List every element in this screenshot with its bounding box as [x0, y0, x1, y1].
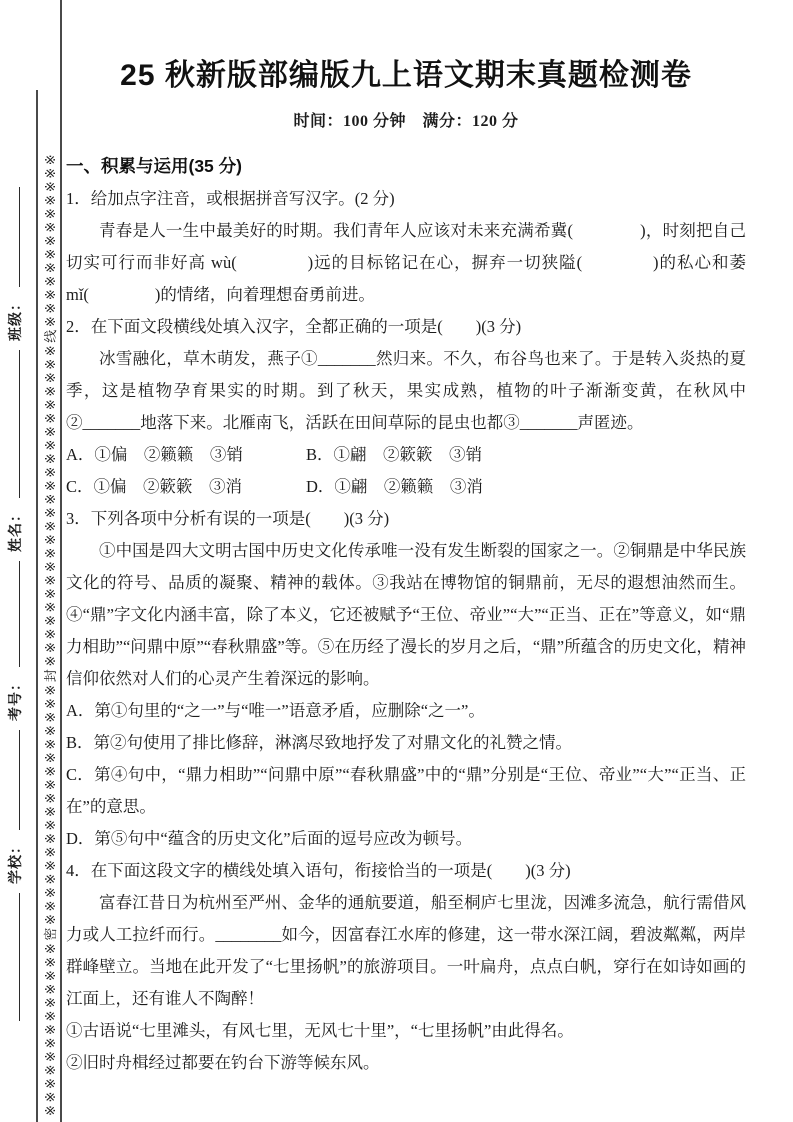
- question-1-stem: 1．给加点字注音，或根据拼音写汉字。(2 分): [66, 189, 395, 208]
- question-3-passage: ①中国是四大文明古国中历史文化传承唯一没有发生断裂的国家之一。②铜鼎是中华民族文化的符号、品质的凝聚、精神的载体。③我站在博物馆的铜鼎前，无尽的遐想油然而生。④“鼎”字文化内涵丰富，除了本义，它还被赋予“王位、帝业”“大”“正当、正在”等意义，如“鼎力相助”“问鼎中原”“春秋鼎盛”等。⑤在历经了漫长的岁月之后，“鼎”所蕴含的历史文化，精神信仰依然对人们的心灵产生着深远的影响。: [66, 541, 746, 688]
- exam-time-score: 时间：100 分钟 满分：120 分: [293, 113, 519, 130]
- option-d: D．①翩 ②籁籁 ③消: [306, 477, 483, 496]
- fill-in-line: [5, 730, 20, 830]
- section-1-heading: 一、积累与运用(35 分): [66, 156, 242, 176]
- option-b: B．第②句使用了排比修辞，淋漓尽致地抒发了对鼎文化的礼赞之情。: [66, 733, 573, 752]
- name-label: 姓名：: [9, 507, 24, 552]
- seal-line-strip: ※※※※※※※※※※※※※密※※※※※※※※※※※※※※※※※※封※※※※※※※※※※※※※※※※※※※※※※※※线※※※※※※※※※※※※※: [44, 151, 59, 1116]
- fill-in-line: [5, 561, 20, 667]
- option-a: A．①偏 ②籁籁 ③销: [66, 445, 243, 464]
- fill-in-line: [5, 187, 20, 287]
- fill-in-line: [5, 893, 20, 1021]
- question-3-stem: 3．下列各项中分析有误的一项是( )(3 分): [66, 509, 390, 528]
- question-4-item-2: ②旧时舟楫经过都要在钓台下游等候东风。: [66, 1053, 380, 1072]
- question-1-passage: 青春是人一生中最美好的时期。我们青年人应该对未来充满希冀( )，时刻把自己切实可行而非好高 wù( )远的目标铭记在心，摒弃一切狭隘( )的私心和萎 mǐ( )的情绪，向着理想奋勇前进。: [66, 221, 746, 304]
- option-c: C．第④句中，“鼎力相助”“问鼎中原”“春秋鼎盛”中的“鼎”分别是“王位、帝业”“大”“正当、正在”的意思。: [66, 765, 746, 816]
- school-label: 学校：: [9, 839, 24, 884]
- question-4-passage: 富春江昔日为杭州至严州、金华的通航要道，船至桐庐七里泷，因滩多流急，航行需借风力或人工拉纤而行。________如今，因富春江水库的修建，这一带水深江阔，碧波粼粼，两岸群峰壁立。当地在此开发了“七里扬帆”的旅游项目。一叶扁舟，点点白帆，穿行在如诗如画的江面上，还有谁人不陶醉！: [66, 893, 746, 1008]
- exam-content: [66, 0, 746, 1079]
- binding-rule-right: [60, 0, 62, 1122]
- option-a: A．第①句里的“之一”与“唯一”语意矛盾，应删除“之一”。: [66, 701, 485, 720]
- exam-number-label: 考号：: [9, 676, 24, 721]
- fill-in-line: [5, 350, 20, 498]
- question-2-passage: 冰雪融化，草木萌发，燕子①_______然归来。不久，布谷鸟也来了。于是转入炎热的夏季，这是植物孕育果实的时期。到了秋天，果实成熟，植物的叶子渐渐变黄，在秋风中②_______地落下来。北雁南飞，活跃在田间草际的昆虫也都③_______声匿迹。: [66, 349, 746, 432]
- option-c: C．①偏 ②簌簌 ③消: [66, 477, 243, 496]
- question-2-options-row-2: [66, 471, 746, 503]
- class-label: 班级：: [9, 296, 24, 341]
- binding-rule-left: [36, 90, 38, 1122]
- question-4-stem: 4．在下面这段文字的横线处填入语句，衔接恰当的一项是( )(3 分): [66, 861, 571, 880]
- question-2-stem: 2．在下面文段横线处填入汉字，全都正确的一项是( )(3 分): [66, 317, 522, 336]
- page-title: 25 秋新版部编版九上语文期末真题检测卷: [120, 59, 692, 92]
- question-2-options-row-1: [66, 439, 746, 471]
- student-info-labels: [5, 85, 27, 1030]
- option-d: D．第⑤句中“蕴含的历史文化”后面的逗号应改为顿号。: [66, 829, 473, 848]
- question-4-item-1: ①古语说“七里滩头，有风七里，无风七十里”，“七里扬帆”由此得名。: [66, 1021, 574, 1040]
- option-b: B．①翩 ②簌簌 ③销: [306, 445, 483, 464]
